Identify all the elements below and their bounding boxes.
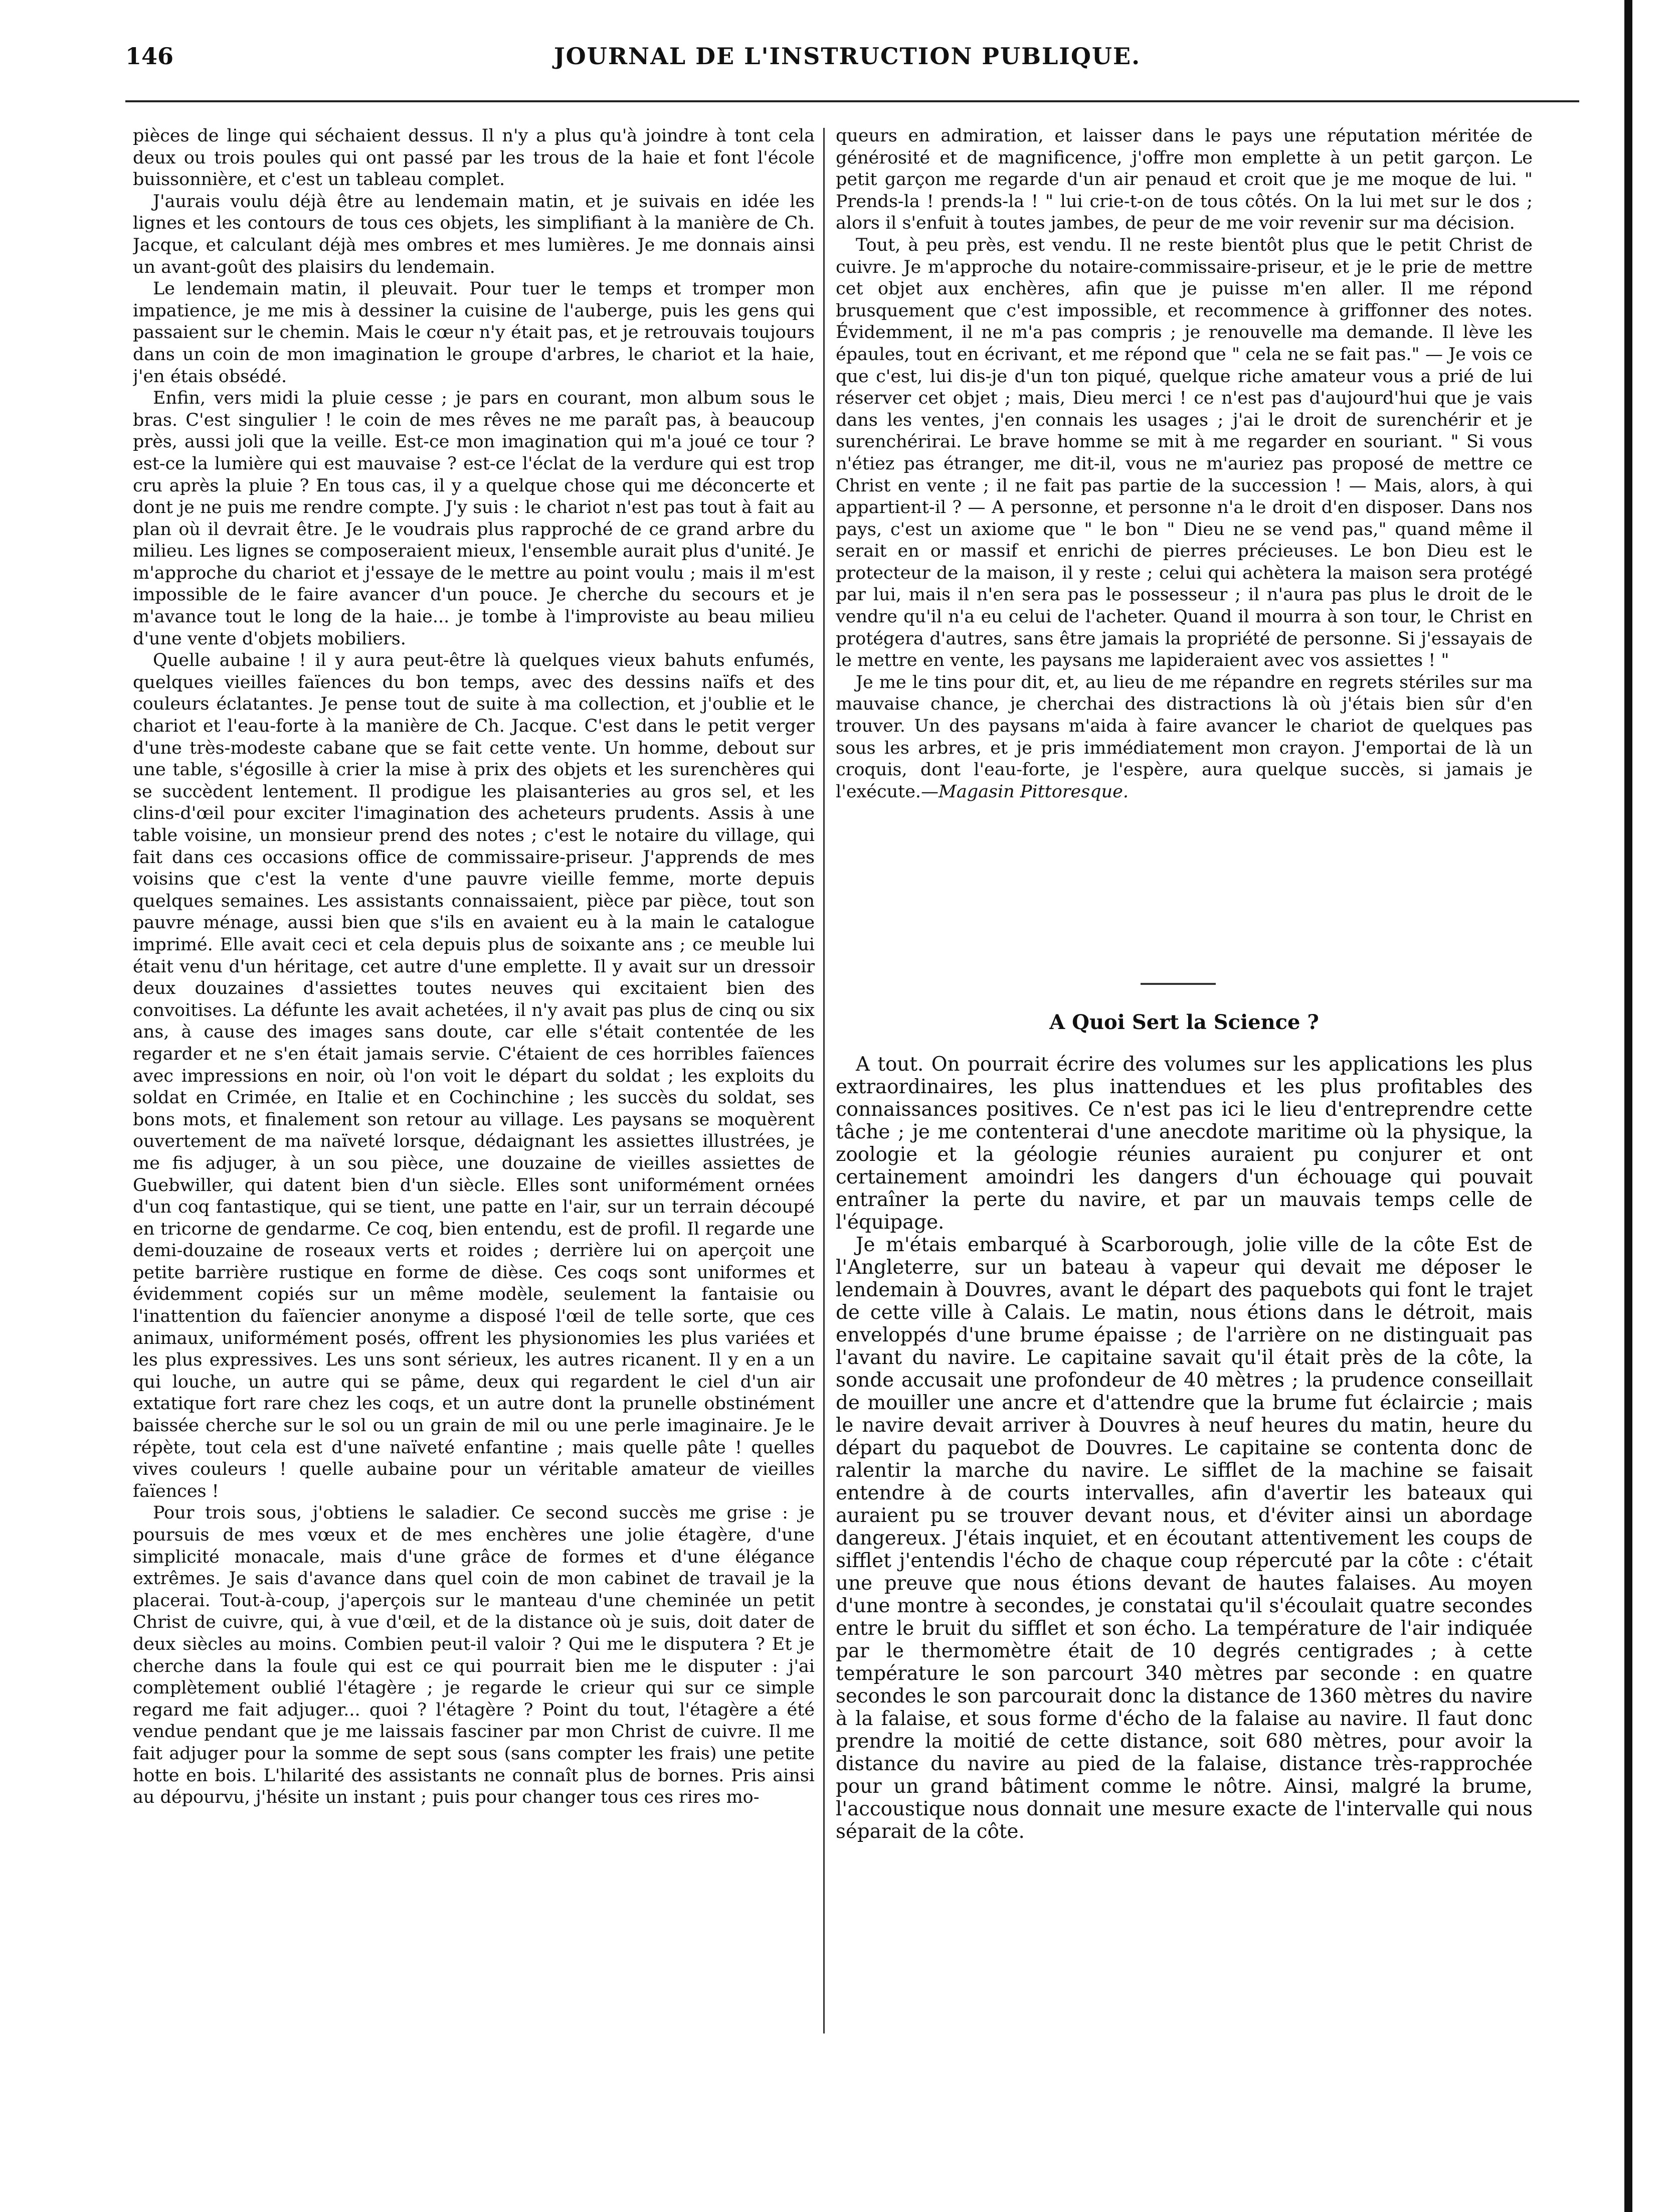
- right-column: [836, 125, 1533, 968]
- paragraph: Quelle aubaine ! il y aura peut-être là quelques vieux bahuts enfumés, quelques vieilles faïences du bon temps, avec des dessins naïfs et des couleurs éclatantes. Je pense tout de suite à ma collection, et j'oublie et le chariot et l'eau-forte à la manière de Ch. Jacque. C'est dans le petit verger d'une très-modeste cabane que se fait cette vente. Un homme, debout sur une table, s'égosille à crier la mise à prix des objets et les surenchères qui se succèdent lentement. Il prodigue les plaisanteries au gros sel, et les clins-d'œil pour exciter l'imagination des acheteurs prudents. Assis à une table voisine, un monsieur prend des notes ; c'est le notaire du village, qui fait dans ces occasions office de commissaire-priseur. J'apprends de mes voisins que c'est la vente d'une pauvre vieille femme, morte depuis quelques semaines. Les assistants connaissaient, pièce par pièce, tout son pauvre ménage, aussi bien que s'ils en avaient eu à la main le catalogue imprimé. Elle avait ceci et cela depuis plus de soixante ans ; ce meuble lui était venu d'un héritage, cet autre d'une emplette. Il y avait sur un dressoir deux douzaines d'assiettes toutes neuves qui excitaient bien des convoitises. La défunte les avait achetées, il n'y avait pas plus de cinq ou six ans, à cause des images sans doute, car elle s'était contentée de les regarder et ne s'en était jamais servie. C'étaient de ces horribles faïences avec impressions en noir, où l'on voit le départ du soldat ; les exploits du soldat en Crimée, en Italie et en Cochinchine ; les succès du soldat, ses bons mots, et finalement son retour au village. Les paysans se moquèrent ouvertement de ma naïveté lorsque, dédaignant les assiettes illustrées, je me fis adjuger, à un sou pièce, une douzaine de vieilles assiettes de Guebwiller, qui datent bien d'un siècle. Elles sont uniformément ornées d'un coq fantastique, qui se tient, une patte en l'air, sur un terrain découpé en tricorne de gendarme. Ce coq, bien entendu, est de profil. Il regarde une demi-douzaine de roseaux verts et roides ; derrière lui on aperçoit une petite barrière rustique en forme de dièse. Ces coqs sont uniformes et évidemment copiés sur un même modèle, seulement la fantaisie ou l'inattention du faïencier anonyme a disposé l'œil de telle sorte, que ces animaux, uniformément posés, offrent les physionomies les plus variées et les plus expressives. Les uns sont sérieux, les autres ricanent. Il y en a un qui louche, un autre qui se pâme, deux qui regardent le ciel d'un air extatique fort rare chez les coqs, et un autre dont la prunelle obstinément baissée cherche sur le sol ou un grain de mil ou une perle imaginaire. Je le répète, tout cela est d'une naïveté enfantine ; mais quelle pâte ! quelles vives couleurs ! quelle aubaine pour un véritable amateur de vieilles faïences !: [133, 650, 815, 1501]
- page-number: 146: [125, 43, 174, 70]
- paragraph: Je m'étais embarqué à Scarborough, jolie ville de la côte Est de l'Angleterre, sur un bateau à vapeur qui devait me déposer le lendemain à Douvres, avant le départ des paquebots qui font le trajet de cette ville à Calais. Le matin, nous étions dans le détroit, mais enveloppés d'une brume épaisse ; de l'arrière on ne distinguait pas l'avant du navire. Le capitaine savait qu'il était près de la côte, la sonde accusait une profondeur de 40 mètres ; la prudence conseillait de mouiller une ancre et d'attendre que la brume fut éclaircie ; mais le navire devait arriver à Douvres à neuf heures du matin, heure du départ du paquebot de Douvres. Le capitaine se contenta donc de ralentir la marche du navire. Le sifflet de la machine se faisait entendre à de courts intervalles, afin d'avertir les bateaux qui auraient pu se trouver devant nous, et d'éviter ainsi un abordage dangereux. J'étais inquiet, et en écoutant attentivement les coups de sifflet j'entendis l'écho de chaque coup répercuté par la côte : c'était une preuve que nous étions devant de hautes falaises. Au moyen d'une montre à secondes, je constatai qu'il s'écoulait quatre secondes entre le bruit du sifflet et son écho. La température de l'air indiquée par le thermomètre était de 10 degrés centigrades ; à cette température le son parcourt 340 mètres par seconde : en quatre secondes le son parcourait donc la distance de 1360 mètres du navire à la falaise, et sous forme d'écho de la falaise au navire. Il faut donc prendre la moitié de cette distance, soit 680 mètres, pour avoir la distance du navire au pied de la falaise, distance très-rapprochée pour un grand bâtiment comme le nôtre. Ainsi, malgré la brume, l'accoustique nous donnait une mesure exacte de l'intervalle qui nous séparait de la côte.: [836, 1234, 1533, 1843]
- byline: Magasin Pittoresque.: [939, 781, 1129, 802]
- paragraph: [836, 672, 1533, 803]
- paragraph: Le lendemain matin, il pleuvait. Pour tuer le temps et tromper mon impatience, je me mis à dessiner la cuisine de l'auberge, puis les gens qui passaient sur le chemin. Mais le cœur n'y était pas, et je retrouvais toujours dans un coin de mon imagination le groupe d'arbres, le chariot et la haie, j'en étais obsédé.: [133, 279, 815, 387]
- left-column: [133, 125, 815, 2041]
- paragraph: Pour trois sous, j'obtiens le saladier. Ce second succès me grise : je poursuis de mes vœux et de mes enchères une jolie étagère, d'une simplicité monacale, mais d'une grâce de formes et d'une élégance extrêmes. Je sais d'avance dans quel coin de mon cabinet de travail je la placerai. Tout-à-coup, j'aperçois sur le manteau d'une cheminée un petit Christ de cuivre, qui, à vue d'œil, et de la distance où je suis, doit dater de deux siècles au moins. Combien peut-il valoir ? Qui me le disputera ? Et je cherche dans la foule qui est ce qui pourrait bien me le disputer : j'ai complètement oublié l'étagère ; je regarde le crieur qui sur ce simple regard me fait adjuger... quoi ? l'étagère ? Point du tout, l'étagère a été vendue pendant que je me laissais fasciner par mon Christ de cuivre. Il me fait adjuger pour la somme de sept sous (sans compter les frais) une petite hotte en bois. L'hilarité des assistants ne connaît plus de bornes. Pris ainsi au dépourvu, j'hésite un instant ; puis pour changer tous ces rires mo-: [133, 1503, 815, 1808]
- article-title: A Quoi Sert la Science ?: [1049, 1010, 1319, 1034]
- paragraph: J'aurais voulu déjà être au lendemain matin, et je suivais en idée les lignes et les contours de tous ces objets, les simplifiant à la manière de Ch. Jacque, et calculant déjà mes ombres et mes lumières. Je me donnais ainsi un avant-goût des plaisirs du lendemain.: [133, 191, 815, 277]
- paragraph: pièces de linge qui séchaient dessus. Il n'y a plus qu'à joindre à tont cela deux ou trois poules qui ont passé par les trous de la haie et font l'école buissonnière, et c'est un tableau complet.: [133, 126, 815, 190]
- section-rule: [1141, 983, 1216, 985]
- column-divider: [823, 128, 825, 2033]
- paragraph: Enfin, vers midi la pluie cesse ; je pars en courant, mon album sous le bras. C'est singulier ! le coin de mes rêves ne me paraît pas, à beaucoup près, aussi joli que la veille. Est-ce mon imagination qui m'a joué ce tour ? est-ce la lumière qui est mauvaise ? est-ce l'éclat de la verdure qui est trop cru après la pluie ? En tous cas, il y a quelque chose qui me déconcerte et dont je ne puis me rendre compte. J'y suis : le chariot n'est pas tout à fait au plan où il devrait être. Je le voudrais plus rapproché de ce grand arbre du milieu. Les lignes se composeraient mieux, l'ensemble aurait plus d'unité. Je m'approche du chariot et j'essaye de le mettre au point voulu ; mais il m'est impossible de le faire avancer d'un pouce. Je cherche du secours et je m'avance tout le long de la haie... je tombe à l'improviste au beau milieu d'une vente d'objets mobiliers.: [133, 388, 815, 649]
- paragraph-text: Je me le tins pour dit, et, au lieu de me répandre en regrets stériles sur ma mauvaise chance, je cherchai des distractions là où j'étais bien sûr d'en trouver. Un des paysans m'aida à faire avancer le chariot de quelques pas sous les arbres, et je pris immédiatement mon crayon. J'emportai de là un croquis, dont l'eau-forte, je l'espère, aura quelque succès, si jamais je l'exécute.—: [836, 672, 1533, 802]
- paragraph: Tout, à peu près, est vendu. Il ne reste bientôt plus que le petit Christ de cuivre. Je m'approche du notaire-commissaire-priseur, et je le prie de mettre cet objet aux enchères, afin que je puisse m'en aller. Il me répond brusquement que c'est impossible, et recommence à griffonner des notes. Évidemment, il ne m'a pas compris ; je renouvelle ma demande. Il lève les épaules, tout en écrivant, et me répond que " cela ne se fait pas." — Je vois ce que c'est, lui dis-je d'un ton piqué, quelque riche amateur vous a prié de lui réserver cet objet ; mais, Dieu merci ! ce n'est pas d'aujourd'hui que je vais dans les ventes, j'en connais les usages ; j'ai le droit de surenchérir et je surenchérirai. Le brave homme se mit à me regarder en souriant. " Si vous n'étiez pas étranger, me dit-il, vous ne m'auriez pas proposé de mettre ce Christ en vente ; il ne fait pas partie de la succession ! — Mais, alors, à qui appartient-il ? — A personne, et personne n'a le droit d'en disposer. Dans nos pays, c'est un axiome que " le bon " Dieu ne se vend pas," quand même il serait en or massif et enrichi de pierres précieuses. Le bon Dieu est le protecteur de la maison, il y reste ; celui qui achètera la maison sera protégé par lui, mais il n'en sera pas le possesseur ; il n'aura pas plus le droit de le vendre qu'il n'a eu celui de l'acheter. Quand il mourra à son tour, le Christ en protégera d'autres, sans être jamais la propriété de personne. Si j'essayais de le mettre en vente, les paysans me lapideraient avec vos assiettes ! ": [836, 235, 1533, 671]
- paragraph: A tout. On pourrait écrire des volumes sur les applications les plus extraordinaires, les plus inattendues et les plus profitables des connaissances positives. Ce n'est pas ici le lieu d'entreprendre cette tâche ; je me contenterai d'une anecdote maritime où la physique, la zoologie et la géologie réunies auraient pu conjurer et ont certainement amoindri les dangers d'un échouage qui pouvait entraîner la perte du navire, et par un mauvais temps celle de l'équipage.: [836, 1053, 1533, 1234]
- paragraph: queurs en admiration, et laisser dans le pays une réputation méritée de générosité et de magnificence, j'offre mon emplette à un petit garçon. Le petit garçon me regarde d'un air penaud et croit que je me moque de lui. " Prends-la ! prends-la ! " lui crie-t-on de tous côtés. On la lui met sur le dos ; alors il s'enfuit à toutes jambes, de peur de me voir revenir sur ma décision.: [836, 126, 1533, 234]
- running-head: JOURNAL DE L'INSTRUCTION PUBLIQUE.: [553, 43, 1141, 70]
- article-body: [836, 1053, 1533, 2036]
- header-rule: [125, 100, 1579, 102]
- page-edge-bar: [1624, 0, 1632, 2212]
